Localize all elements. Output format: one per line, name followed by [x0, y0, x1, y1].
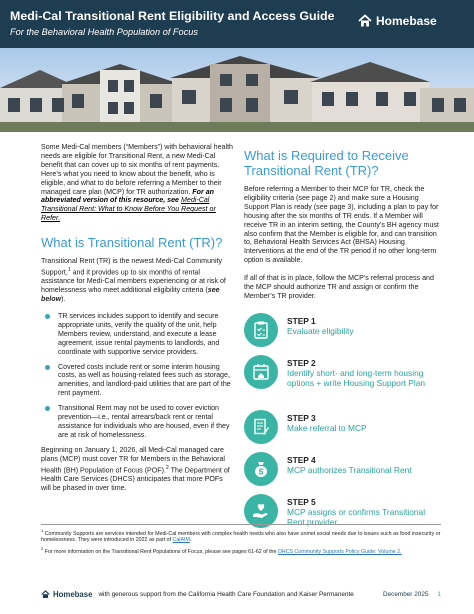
homebase-logo [358, 14, 437, 28]
apartment-buildings-image [0, 48, 474, 132]
list-item: TR services includes support to identify and secure appropriate units, verify the quality of the unit, help Members review, understand, and execute a lease agreement, issue rental payments to landlords, and coordinate with supportive service providers. [41, 312, 234, 357]
list-item: Transitional Rent may not be used to cover eviction prevention—i.e., rental arrears/back rent or rental assistance for individuals who are housed, even if they are at risk of homelessness. [41, 404, 234, 440]
left-column [41, 143, 234, 493]
abbreviated-note: For an abbreviated version of this resource, see [41, 187, 214, 205]
hero-photo [0, 48, 474, 132]
document-title: Medi-Cal Transitional Rent Eligibility and Access Guide [10, 9, 335, 23]
document-subtitle: For the Behavioral Health Population of Focus [10, 27, 198, 37]
footnote-1: $^1$ Community Supports are services intended for Medi-Cal members with complex health needs who also have unmet social needs due to issues such as food insecurity or homelessness. They were introduced in 2022 as part of CalAIM. [41, 528, 441, 544]
clipboard-check-icon [244, 313, 278, 347]
document-pen-icon [244, 410, 278, 444]
requirements-paragraph: Before referring a Member to their MCP for TR, check the eligibility criteria (see page 2) and make sure a Housing Support Plan is ready (see page 3), including a plan to pay for housing after the six months of TR ends. If a Member will receive TR in an interim setting, the County’s BH agency must also confirm that the Member is eligible for, and can transition to, Behavioral Health Services Act (BHSA) Housing Interventions at the end of the TR period if no other long-term option is available. [244, 185, 439, 265]
referral-paragraph: If all of that is in place, follow the MCP’s referral process and the MCP should authorize TR and assign or confirm the Member’s TR provider. [244, 274, 434, 300]
steps-list [244, 313, 440, 536]
footnotes [41, 524, 441, 555]
policy-guide-link[interactable]: DHCS Community Supports Policy Guide: Volume 2. [277, 548, 402, 555]
list-item: Covered costs include rent or some interim housing costs, as well as housing-related fees such as storage, amenities, and landlord-paid utilities that are part of the rent payment. [41, 363, 234, 399]
house-icon [41, 590, 50, 599]
step-4: $ STEP 4 MCP authorizes Transitional Rent [244, 452, 440, 494]
footnote-2: $^2$ For more information on the Transitional Rent Populations of Focus, please see pages 61-62 of the DHCS Community Supports Policy Guide: Volume 2. [41, 545, 402, 555]
publication-date: December 2025 [382, 591, 429, 598]
support-text: with generous support from the California Health Care Foundation and Kaiser Permanente [98, 591, 354, 598]
footnote-ref-1: 1 [67, 267, 71, 274]
right-column [244, 148, 440, 536]
calendar-house-icon [244, 355, 278, 389]
tr-definition-paragraph: Transitional Rent (TR) is the newest Medi-Cal Community Support,$^1$ and it provides up to six months of rental assistance for Medi-Cal members experiencing or at risk of homelessness who meet additional eligibility criteria (see below). [41, 257, 226, 304]
svg-text:$: $ [258, 467, 264, 477]
step-3: STEP 3 Make referral to MCP [244, 410, 440, 452]
page-footer [41, 590, 441, 599]
abbreviated-version-link[interactable]: Medi-Cal Transitional Rent: What to Know Before You Request or Refer. [41, 196, 216, 223]
step-5: STEP 5 MCP assigns or confirms Transitional Rent provider [244, 494, 440, 536]
logo-text: Homebase [376, 14, 437, 28]
step-1: STEP 1 Evaluate eligibility [244, 313, 440, 355]
footnote-ref-2: 2 [165, 464, 169, 471]
heart-hand-icon [244, 494, 278, 528]
page-number: 1 [437, 591, 441, 598]
footer-logo: Homebase [41, 590, 92, 599]
step-2: STEP 2 Identify short- and long-term housing options + write Housing Support Plan [244, 355, 440, 410]
dollar-bag-icon [244, 452, 278, 486]
house-icon [358, 14, 372, 28]
tr-services-list [41, 312, 234, 440]
intro-paragraph: Some Medi-Cal members (“Members”) with behavioral health needs are eligible for Transitional Rent, a new Medi-Cal benefit that can cover up to six months of rent payments. Here’s what you need to know about the benefit, who is eligible, and what to do before referring a Member to their managed care plan (MCP) for TR authorization. For an abbreviated version of this resource, see Medi-Cal Transitional Rent: What to Know Before You Request or Refer. [41, 143, 233, 223]
requirements-heading: What is Required to Receive Transitional Rent (TR)? [244, 148, 409, 178]
calaim-link[interactable]: CalAIM [172, 537, 190, 544]
header-banner [0, 0, 474, 48]
what-is-tr-heading: What is Transitional Rent (TR)? [41, 235, 223, 251]
tr-start-paragraph: Beginning on January 1, 2026, all Medi-Cal managed care plans (MCP) must cover TR for Members in the Behavioral Health (BH) Population of Focus (POF).$^2$ The Department of Health Care Services (DHCS) anticipates that more POFs will be phased in over time. [41, 445, 230, 492]
